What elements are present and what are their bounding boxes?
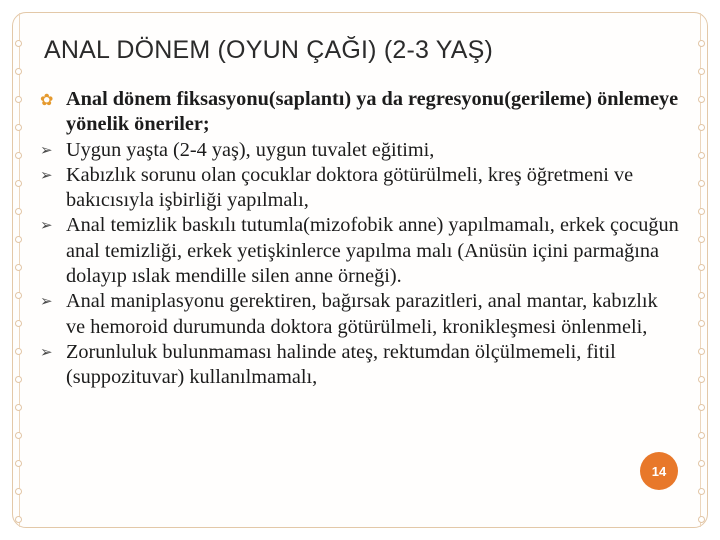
left-rail-dot (15, 96, 22, 103)
arrow-icon: ➢ (40, 165, 53, 184)
right-rail-dot (698, 180, 705, 187)
arrow-icon: ➢ (40, 342, 53, 361)
left-rail-dot (15, 292, 22, 299)
bullet-text: Uygun yaşta (2-4 yaş), uygun tuvalet eğitimi, (66, 138, 435, 161)
left-rail-dot (15, 40, 22, 47)
left-rail-dot (15, 236, 22, 243)
left-rail-dot (15, 404, 22, 411)
left-rail-dot (15, 180, 22, 187)
right-rail-dot (698, 264, 705, 271)
arrow-icon: ➢ (40, 216, 53, 235)
bullet-text: Kabızlık sorunu olan çocuklar doktora götürülmeli, kreş öğretmeni ve bakıcısıyla işbirliği yapılmalı, (66, 163, 634, 212)
right-rail-dot (698, 432, 705, 439)
arrow-icon: ➢ (40, 292, 53, 311)
bullet-item (40, 138, 680, 163)
right-rail-dot (698, 236, 705, 243)
right-rail-dot (698, 96, 705, 103)
right-rail-dot (698, 460, 705, 467)
left-rail-dot (15, 460, 22, 467)
left-rail-dot (15, 488, 22, 495)
left-rail-dot (15, 320, 22, 327)
right-rail-dot (698, 320, 705, 327)
left-rail-dot (15, 264, 22, 271)
left-rail-dot (15, 68, 22, 75)
left-rail-dot (15, 376, 22, 383)
page-number-badge: 14 (640, 452, 678, 490)
right-rail-dot (698, 348, 705, 355)
right-rail-dot (698, 404, 705, 411)
left-rail-dot (15, 208, 22, 215)
bullet-item (40, 213, 680, 289)
right-rail-dot (698, 488, 705, 495)
right-rail-dot (698, 516, 705, 523)
bullet-item (40, 87, 680, 138)
bullet-item (40, 163, 680, 214)
bullet-item (40, 340, 680, 391)
left-rail-dot (15, 348, 22, 355)
left-rail-dot (15, 432, 22, 439)
left-rail-dot (15, 124, 22, 131)
right-rail-dot (698, 376, 705, 383)
left-rail-dot (15, 516, 22, 523)
slide-title: ANAL DÖNEM (OYUN ÇAĞI) (2-3 YAŞ) (44, 36, 494, 64)
bullet-list (40, 87, 680, 391)
bullet-item (40, 289, 680, 340)
bullet-text: Anal maniplasyonu gerektiren, bağırsak parazitleri, anal mantar, kabızlık ve hemoroid durumunda doktora götürülmeli, kronikleşmesi önlenmeli, (66, 290, 658, 338)
left-rail-dot (15, 152, 22, 159)
bullet-text: Anal dönem fiksasyonu(saplantı) ya da regresyonu(gerileme) önlemeye yönelik öneriler; (66, 88, 679, 136)
right-rail-dot (698, 68, 705, 75)
bullet-text: Anal temizlik baskılı tutumla(mizofobik anne) yapılmamalı, erkek çocuğun anal temizliği, erkek yetişkinlerce yapılma malı (Anüsün içini parmağına dolayıp ıslak mendille silen anne örneği). (66, 214, 679, 288)
bullet-text: Zorunluluk bulunmaması halinde ateş, rektumdan ölçülmemeli, fitil (suppozituvar) kullanılmamalı, (66, 340, 616, 389)
right-rail-dot (698, 124, 705, 131)
gear-icon: ✿ (40, 90, 54, 109)
right-rail-dot (698, 40, 705, 47)
arrow-icon: ➢ (40, 140, 53, 159)
right-rail-dot (698, 152, 705, 159)
right-rail-dot (698, 292, 705, 299)
right-rail-dot (698, 208, 705, 215)
